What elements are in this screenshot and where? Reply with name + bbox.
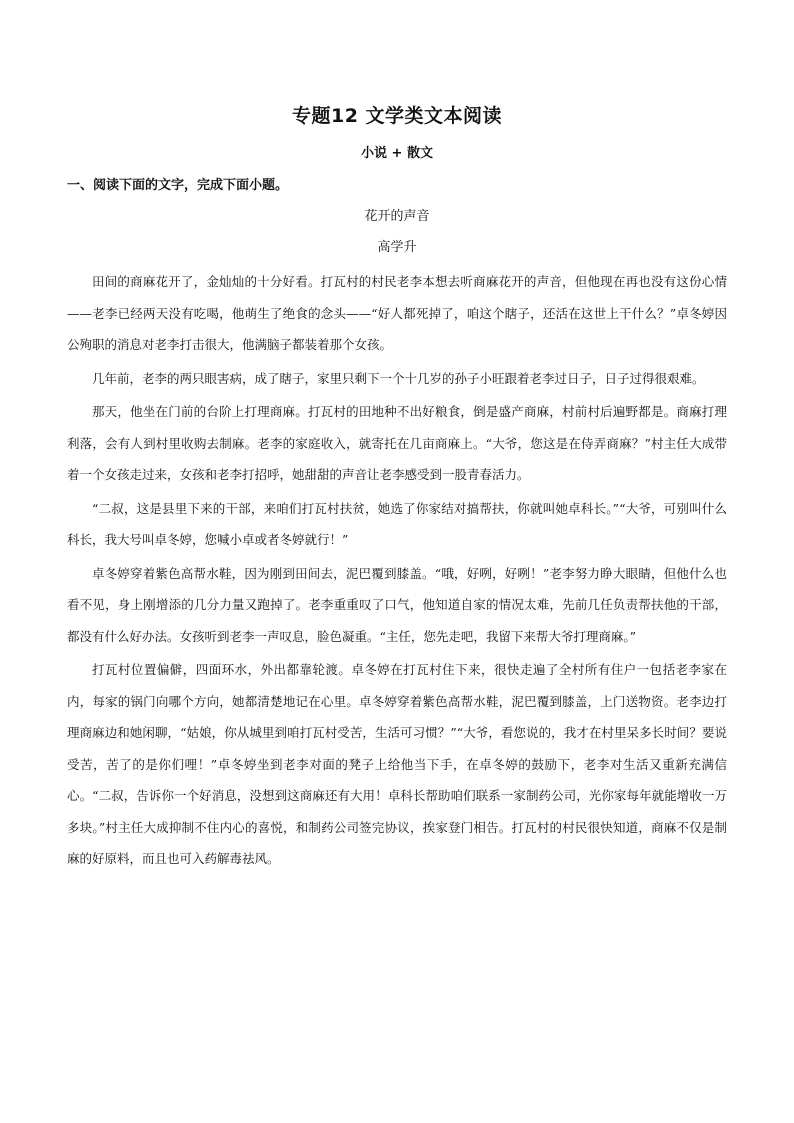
- paragraph: “二叔，这是县里下来的干部，来咱们打瓦村扶贫，她选了你家结对搞帮扶，你就叫她卓科长。”“大爷，可别叫什么科长，我大号叫卓冬婷，您喊小卓或者冬婷就行！”: [67, 500, 727, 547]
- paragraph: 打瓦村位置偏僻，四面环水，外出都靠轮渡。卓冬婷在打瓦村住下来，很快走遍了全村所有住户一包括老李家在内，每家的锅门向哪个方向，她都清楚地记在心里。卓冬婷穿着紫色高帮水鞋，泥巴覆到膝盖，上门送物资。老李边打理商麻边和她闲聊，“姑娘，你从城里到咱打瓦村受苦，生活可习惯？”“大爷，看您说的，我才在村里呆多长时间？要说受苦，苦了的是你们哩！”卓冬婷坐到老李对面的凳子上给他当下手，在卓冬婷的鼓励下，老李对生活又重新充满信心。“二叔，告诉你一个好消息，没想到这商麻还有大用！卓科长帮助咱们联系一家制药公司，光你家每年就能增收一万多块。”村主任大成抑制不住内心的喜悦，和制药公司签完协议，挨家登门相告。打瓦村的村民很快知道，商麻不仅是制麻的好原料，而且也可入药解毒祛风。: [67, 662, 727, 866]
- story-author: 高学升: [377, 240, 417, 255]
- section-heading: 一、阅读下面的文字，完成下面小题。: [67, 178, 289, 193]
- paragraph: 卓冬婷穿着紫色高帮水鞋，因为刚到田间去，泥巴覆到膝盖。“哦，好咧，好咧！”老李努力睁大眼睛，但他什么也看不见，身上刚增添的几分力量又跑掉了。老李重重叹了口气，他知道自家的情况太难，先前几任负责帮扶他的干部，都没有什么好办法。女孩听到老李一声叹息，脸色凝重。“主任，您先走吧，我留下来帮大爷打理商麻。”: [67, 565, 727, 644]
- document-title: 专题12 文学类文本阅读: [291, 105, 503, 127]
- paragraph: 那天，他坐在门前的台阶上打理商麻。打瓦村的田地种不出好粮食，倒是盛产商麻，村前村后遍野都是。商麻打理利落，会有人到村里收购去制麻。老李的家庭收入，就寄托在几亩商麻上。“大爷，您这是在侍弄商麻？”村主任大成带着一个女孩走过来，女孩和老李打招呼，她甜甜的声音让老李感受到一股青春活力。: [67, 404, 727, 482]
- document-subtitle: 小说 + 散文: [361, 146, 433, 161]
- paragraph: 几年前，老李的两只眼害病，成了瞎子，家里只剩下一个十几岁的孙子小旺跟着老李过日子，日子过得很艰难。: [92, 370, 705, 386]
- story-title: 花开的声音: [364, 209, 430, 224]
- paragraph: 田间的商麻花开了，金灿灿的十分好看。打瓦村的村民老李本想去听商麻花开的声音，但他现在再也没有这份心情——老李已经两天没有吃喝，他萌生了绝食的念头——“好人都死掉了，咱这个瞎子，还活在这世上干什么？”卓冬婷因公殉职的消息对老李打击很大，他满脑子都装着那个女孩。: [67, 274, 727, 352]
- story-body: [67, 266, 727, 877]
